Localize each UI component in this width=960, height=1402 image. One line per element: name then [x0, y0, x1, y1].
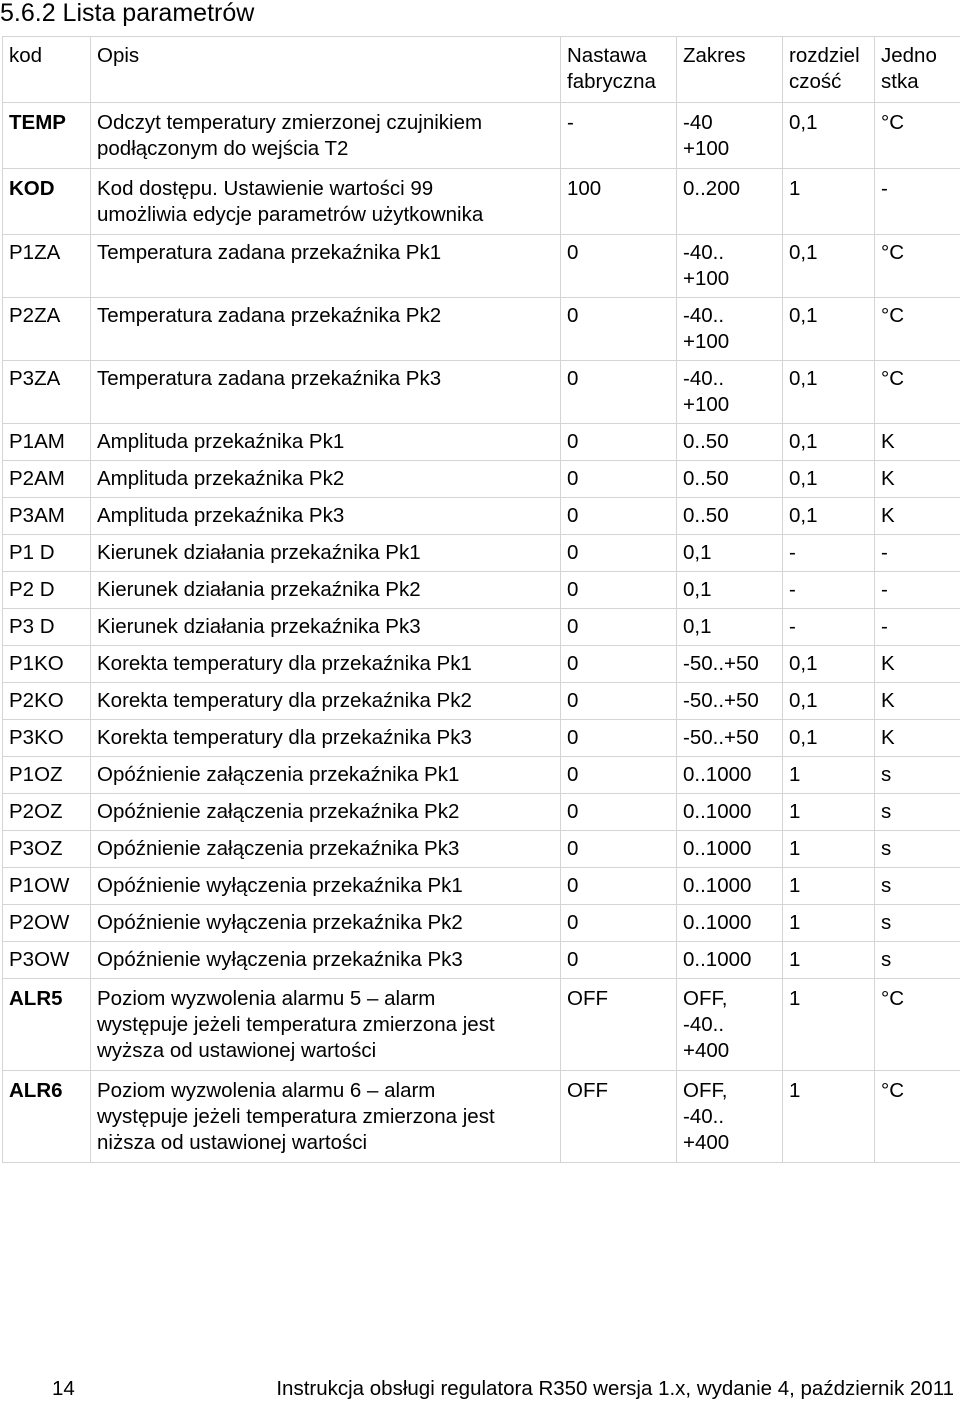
- cell-unit: °C: [875, 361, 960, 424]
- cell-description: Opóźnienie wyłączenia przekaźnika Pk2: [91, 905, 561, 942]
- cell-default: 0: [561, 572, 677, 609]
- cell-description: Opóźnienie wyłączenia przekaźnika Pk1: [91, 868, 561, 905]
- cell-range: -50..+50: [677, 683, 783, 720]
- cell-range: 0..1000: [677, 794, 783, 831]
- cell-code: P3OW: [3, 942, 91, 979]
- table-row: [3, 424, 960, 461]
- cell-description: Kierunek działania przekaźnika Pk3: [91, 609, 561, 646]
- cell-default: 0: [561, 498, 677, 535]
- cell-resolution: 1: [783, 831, 875, 868]
- cell-unit: -: [875, 169, 960, 235]
- cell-default: 0: [561, 424, 677, 461]
- cell-default: 0: [561, 794, 677, 831]
- cell-default: 0: [561, 868, 677, 905]
- cell-unit: °C: [875, 979, 960, 1071]
- cell-resolution: 0,1: [783, 461, 875, 498]
- cell-range: 0..1000: [677, 831, 783, 868]
- cell-description: Temperatura zadana przekaźnika Pk2: [91, 298, 561, 361]
- parameter-table: [2, 36, 960, 1163]
- page-number: 14: [52, 1376, 75, 1402]
- table-row: [3, 235, 960, 298]
- cell-unit: -: [875, 609, 960, 646]
- cell-range: -50..+50: [677, 720, 783, 757]
- cell-unit: s: [875, 794, 960, 831]
- cell-resolution: 0,1: [783, 498, 875, 535]
- cell-default: 0: [561, 646, 677, 683]
- cell-description: Opóźnienie wyłączenia przekaźnika Pk3: [91, 942, 561, 979]
- cell-range: 0,1: [677, 609, 783, 646]
- cell-unit: °C: [875, 1071, 960, 1163]
- cell-description: Poziom wyzwolenia alarmu 6 – alarm występuje jeżeli temperatura zmierzona jest niższa od ustawionej wartości: [91, 1071, 561, 1163]
- cell-unit: °C: [875, 298, 960, 361]
- cell-unit: s: [875, 942, 960, 979]
- cell-resolution: 1: [783, 868, 875, 905]
- cell-resolution: 0,1: [783, 103, 875, 169]
- cell-description: Amplituda przekaźnika Pk1: [91, 424, 561, 461]
- cell-default: 0: [561, 298, 677, 361]
- cell-code: P2OW: [3, 905, 91, 942]
- cell-range: -40.. +100: [677, 298, 783, 361]
- cell-unit: s: [875, 905, 960, 942]
- cell-resolution: -: [783, 609, 875, 646]
- cell-default: 0: [561, 683, 677, 720]
- cell-unit: K: [875, 461, 960, 498]
- cell-code: P2KO: [3, 683, 91, 720]
- cell-range: 0,1: [677, 572, 783, 609]
- header-description: Opis: [91, 37, 561, 103]
- table-row: [3, 794, 960, 831]
- cell-description: Opóźnienie załączenia przekaźnika Pk3: [91, 831, 561, 868]
- cell-description: Kod dostępu. Ustawienie wartości 99 umożliwia edycje parametrów użytkownika: [91, 169, 561, 235]
- cell-resolution: 0,1: [783, 298, 875, 361]
- cell-default: OFF: [561, 979, 677, 1071]
- cell-range: OFF, -40.. +400: [677, 1071, 783, 1163]
- cell-range: 0..1000: [677, 905, 783, 942]
- cell-default: 0: [561, 361, 677, 424]
- cell-code: P3 D: [3, 609, 91, 646]
- table-row: [3, 646, 960, 683]
- cell-description: Temperatura zadana przekaźnika Pk3: [91, 361, 561, 424]
- table-row: [3, 498, 960, 535]
- table-row: [3, 1071, 960, 1163]
- cell-code: KOD: [3, 169, 91, 235]
- cell-resolution: -: [783, 572, 875, 609]
- cell-resolution: 1: [783, 794, 875, 831]
- cell-description: Amplituda przekaźnika Pk3: [91, 498, 561, 535]
- cell-range: 0..50: [677, 498, 783, 535]
- cell-resolution: 1: [783, 169, 875, 235]
- cell-default: -: [561, 103, 677, 169]
- cell-range: -40.. +100: [677, 235, 783, 298]
- table-row: [3, 683, 960, 720]
- cell-code: P1 D: [3, 535, 91, 572]
- cell-code: P1OZ: [3, 757, 91, 794]
- table-row: [3, 831, 960, 868]
- table-row: [3, 535, 960, 572]
- table-row: [3, 103, 960, 169]
- cell-default: 0: [561, 831, 677, 868]
- cell-default: 0: [561, 535, 677, 572]
- cell-code: P3ZA: [3, 361, 91, 424]
- cell-description: Korekta temperatury dla przekaźnika Pk2: [91, 683, 561, 720]
- cell-code: P1KO: [3, 646, 91, 683]
- cell-range: 0..200: [677, 169, 783, 235]
- cell-description: Amplituda przekaźnika Pk2: [91, 461, 561, 498]
- table-row: [3, 169, 960, 235]
- cell-code: P3KO: [3, 720, 91, 757]
- cell-unit: K: [875, 424, 960, 461]
- cell-default: 0: [561, 461, 677, 498]
- cell-resolution: 1: [783, 905, 875, 942]
- cell-unit: s: [875, 868, 960, 905]
- table-row: [3, 572, 960, 609]
- cell-resolution: 0,1: [783, 235, 875, 298]
- cell-code: P2AM: [3, 461, 91, 498]
- cell-description: Korekta temperatury dla przekaźnika Pk3: [91, 720, 561, 757]
- header-unit: Jedno stka: [875, 37, 960, 103]
- cell-resolution: 1: [783, 1071, 875, 1163]
- cell-resolution: 0,1: [783, 720, 875, 757]
- table-row: [3, 720, 960, 757]
- cell-range: -40.. +100: [677, 361, 783, 424]
- cell-description: Temperatura zadana przekaźnika Pk1: [91, 235, 561, 298]
- cell-range: -40 +100: [677, 103, 783, 169]
- cell-resolution: 1: [783, 942, 875, 979]
- cell-range: OFF, -40.. +400: [677, 979, 783, 1071]
- cell-unit: s: [875, 831, 960, 868]
- header-range: Zakres: [677, 37, 783, 103]
- table-row: [3, 757, 960, 794]
- cell-resolution: 1: [783, 979, 875, 1071]
- cell-resolution: 0,1: [783, 646, 875, 683]
- cell-description: Poziom wyzwolenia alarmu 5 – alarm występuje jeżeli temperatura zmierzona jest wyższa od ustawionej wartości: [91, 979, 561, 1071]
- cell-resolution: 0,1: [783, 424, 875, 461]
- cell-description: Opóźnienie załączenia przekaźnika Pk2: [91, 794, 561, 831]
- cell-code: P1AM: [3, 424, 91, 461]
- cell-range: 0..50: [677, 461, 783, 498]
- table-row: [3, 905, 960, 942]
- cell-code: TEMP: [3, 103, 91, 169]
- cell-range: -50..+50: [677, 646, 783, 683]
- cell-description: Kierunek działania przekaźnika Pk2: [91, 572, 561, 609]
- table-row: [3, 942, 960, 979]
- cell-unit: K: [875, 720, 960, 757]
- cell-unit: -: [875, 572, 960, 609]
- cell-unit: -: [875, 535, 960, 572]
- cell-default: 100: [561, 169, 677, 235]
- cell-unit: °C: [875, 235, 960, 298]
- cell-unit: K: [875, 646, 960, 683]
- cell-resolution: 0,1: [783, 683, 875, 720]
- cell-code: ALR5: [3, 979, 91, 1071]
- cell-description: Korekta temperatury dla przekaźnika Pk1: [91, 646, 561, 683]
- footer-text: Instrukcja obsługi regulatora R350 wersja 1.x, wydanie 4, październik 2011: [276, 1376, 954, 1402]
- cell-unit: K: [875, 683, 960, 720]
- cell-range: 0..1000: [677, 868, 783, 905]
- cell-default: 0: [561, 235, 677, 298]
- cell-resolution: 0,1: [783, 361, 875, 424]
- cell-code: P1ZA: [3, 235, 91, 298]
- cell-range: 0,1: [677, 535, 783, 572]
- cell-resolution: -: [783, 535, 875, 572]
- cell-range: 0..1000: [677, 942, 783, 979]
- section-title: 5.6.2 Lista parametrów: [0, 0, 254, 36]
- cell-code: P3AM: [3, 498, 91, 535]
- table-row: [3, 298, 960, 361]
- cell-default: 0: [561, 942, 677, 979]
- header-default: Nastawa fabryczna: [561, 37, 677, 103]
- cell-unit: s: [875, 757, 960, 794]
- cell-default: 0: [561, 720, 677, 757]
- cell-default: OFF: [561, 1071, 677, 1163]
- cell-description: Kierunek działania przekaźnika Pk1: [91, 535, 561, 572]
- table-row: [3, 609, 960, 646]
- cell-code: ALR6: [3, 1071, 91, 1163]
- cell-resolution: 1: [783, 757, 875, 794]
- cell-code: P2OZ: [3, 794, 91, 831]
- cell-unit: K: [875, 498, 960, 535]
- cell-code: P2 D: [3, 572, 91, 609]
- header-code: kod: [3, 37, 91, 103]
- cell-default: 0: [561, 757, 677, 794]
- cell-range: 0..50: [677, 424, 783, 461]
- table-row: [3, 461, 960, 498]
- cell-range: 0..1000: [677, 757, 783, 794]
- cell-unit: °C: [875, 103, 960, 169]
- table-header-row: [3, 37, 960, 103]
- header-resolution: rozdziel czość: [783, 37, 875, 103]
- cell-code: P2ZA: [3, 298, 91, 361]
- cell-default: 0: [561, 609, 677, 646]
- cell-code: P1OW: [3, 868, 91, 905]
- cell-default: 0: [561, 905, 677, 942]
- table-row: [3, 361, 960, 424]
- cell-description: Odczyt temperatury zmierzonej czujnikiem podłączonym do wejścia T2: [91, 103, 561, 169]
- cell-code: P3OZ: [3, 831, 91, 868]
- table-row: [3, 979, 960, 1071]
- cell-description: Opóźnienie załączenia przekaźnika Pk1: [91, 757, 561, 794]
- table-row: [3, 868, 960, 905]
